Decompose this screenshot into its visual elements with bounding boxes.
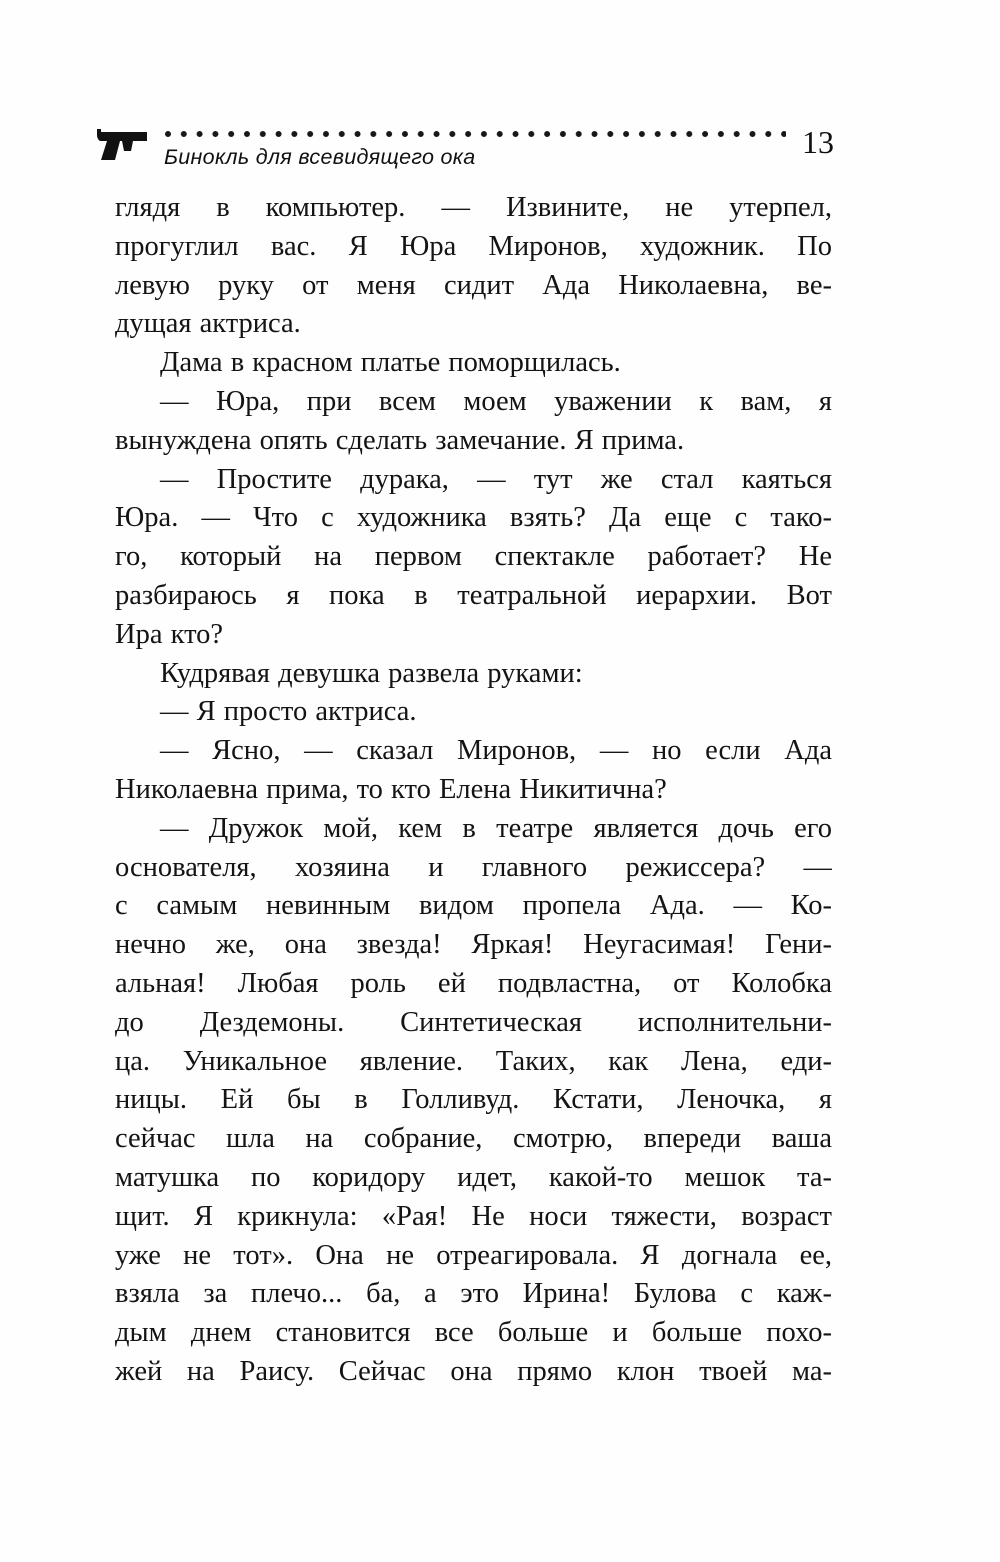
text-line: — Юра, при всем моем уважении к вам, я <box>160 385 832 417</box>
running-head-title: Бинокль для всевидящего ока <box>164 145 476 169</box>
text-line: Кудрявая девушка развела руками: <box>160 657 583 689</box>
text-line: дущая актриса. <box>115 308 301 340</box>
text-line: Ира кто? <box>115 618 224 650</box>
text-line: Юра. — Что с художника взять? Да еще с тако- <box>115 502 832 534</box>
text-line: матушка по коридору идет, какой-то мешок та- <box>115 1161 832 1193</box>
text-line: вынуждена опять сделать замечание. Я прима. <box>115 424 685 456</box>
text-line: ца. Уникальное явление. Таких, как Лена, еди- <box>115 1045 832 1077</box>
text-line: Николаевна прима, то кто Елена Никитична? <box>115 773 667 805</box>
text-line: левую руку от меня сидит Ада Николаевна, ве- <box>115 269 832 301</box>
text-line: сейчас шла на собрание, смотрю, впереди ваша <box>115 1123 832 1155</box>
text-line: взяла за плечо... ба, а это Ирина! Булова с каж- <box>115 1278 832 1310</box>
text-line: альная! Любая роль ей подвластна, от Колобка <box>115 967 832 999</box>
text-line: — Ясно, — сказал Миронов, — но если Ада <box>160 735 832 767</box>
text-line: жей на Раису. Сейчас она прямо клон твоей ма- <box>115 1355 832 1387</box>
pistol-icon <box>96 125 150 168</box>
text-line: щит. Я крикнула: «Рая! Не носи тяжести, возраст <box>115 1200 832 1232</box>
dotted-rule <box>164 130 786 138</box>
text-line: — Я просто актриса. <box>160 696 417 728</box>
page-number: 13 <box>802 124 834 160</box>
text-line: глядя в компьютер. — Извините, не утерпел, <box>115 192 832 223</box>
running-head <box>96 122 834 170</box>
text-line: до Дездемоны. Синтетическая исполнительни- <box>115 1006 832 1038</box>
running-head-middle <box>164 122 786 170</box>
text-line: ницы. Ей бы в Голливуд. Кстати, Леночка, я <box>115 1084 832 1116</box>
text-line: го, который на первом спектакле работает? Не <box>115 541 832 573</box>
text-line: уже не тот». Она не отреагировала. Я догнала ее, <box>115 1239 832 1271</box>
text-line: дым днем становится все больше и больше похо- <box>115 1317 832 1349</box>
text-line: основателя, хозяина и главного режиссера? — <box>115 851 832 883</box>
text-block <box>115 189 832 1392</box>
text-line: разбираюсь я пока в театральной иерархии. Вот <box>115 579 832 611</box>
text-line: нечно же, она звезда! Яркая! Неугасимая! Гени- <box>115 929 832 961</box>
text-line: прогуглил вас. Я Юра Миронов, художник. По <box>115 230 832 262</box>
text-line: — Дружок мой, кем в театре является дочь его <box>160 812 832 844</box>
text-line: Дама в красном платье поморщилась. <box>160 347 621 379</box>
text-line: с самым невинным видом пропела Ада. — Ко- <box>115 890 832 922</box>
text-line: — Простите дурака, — тут же стал каяться <box>160 463 832 495</box>
